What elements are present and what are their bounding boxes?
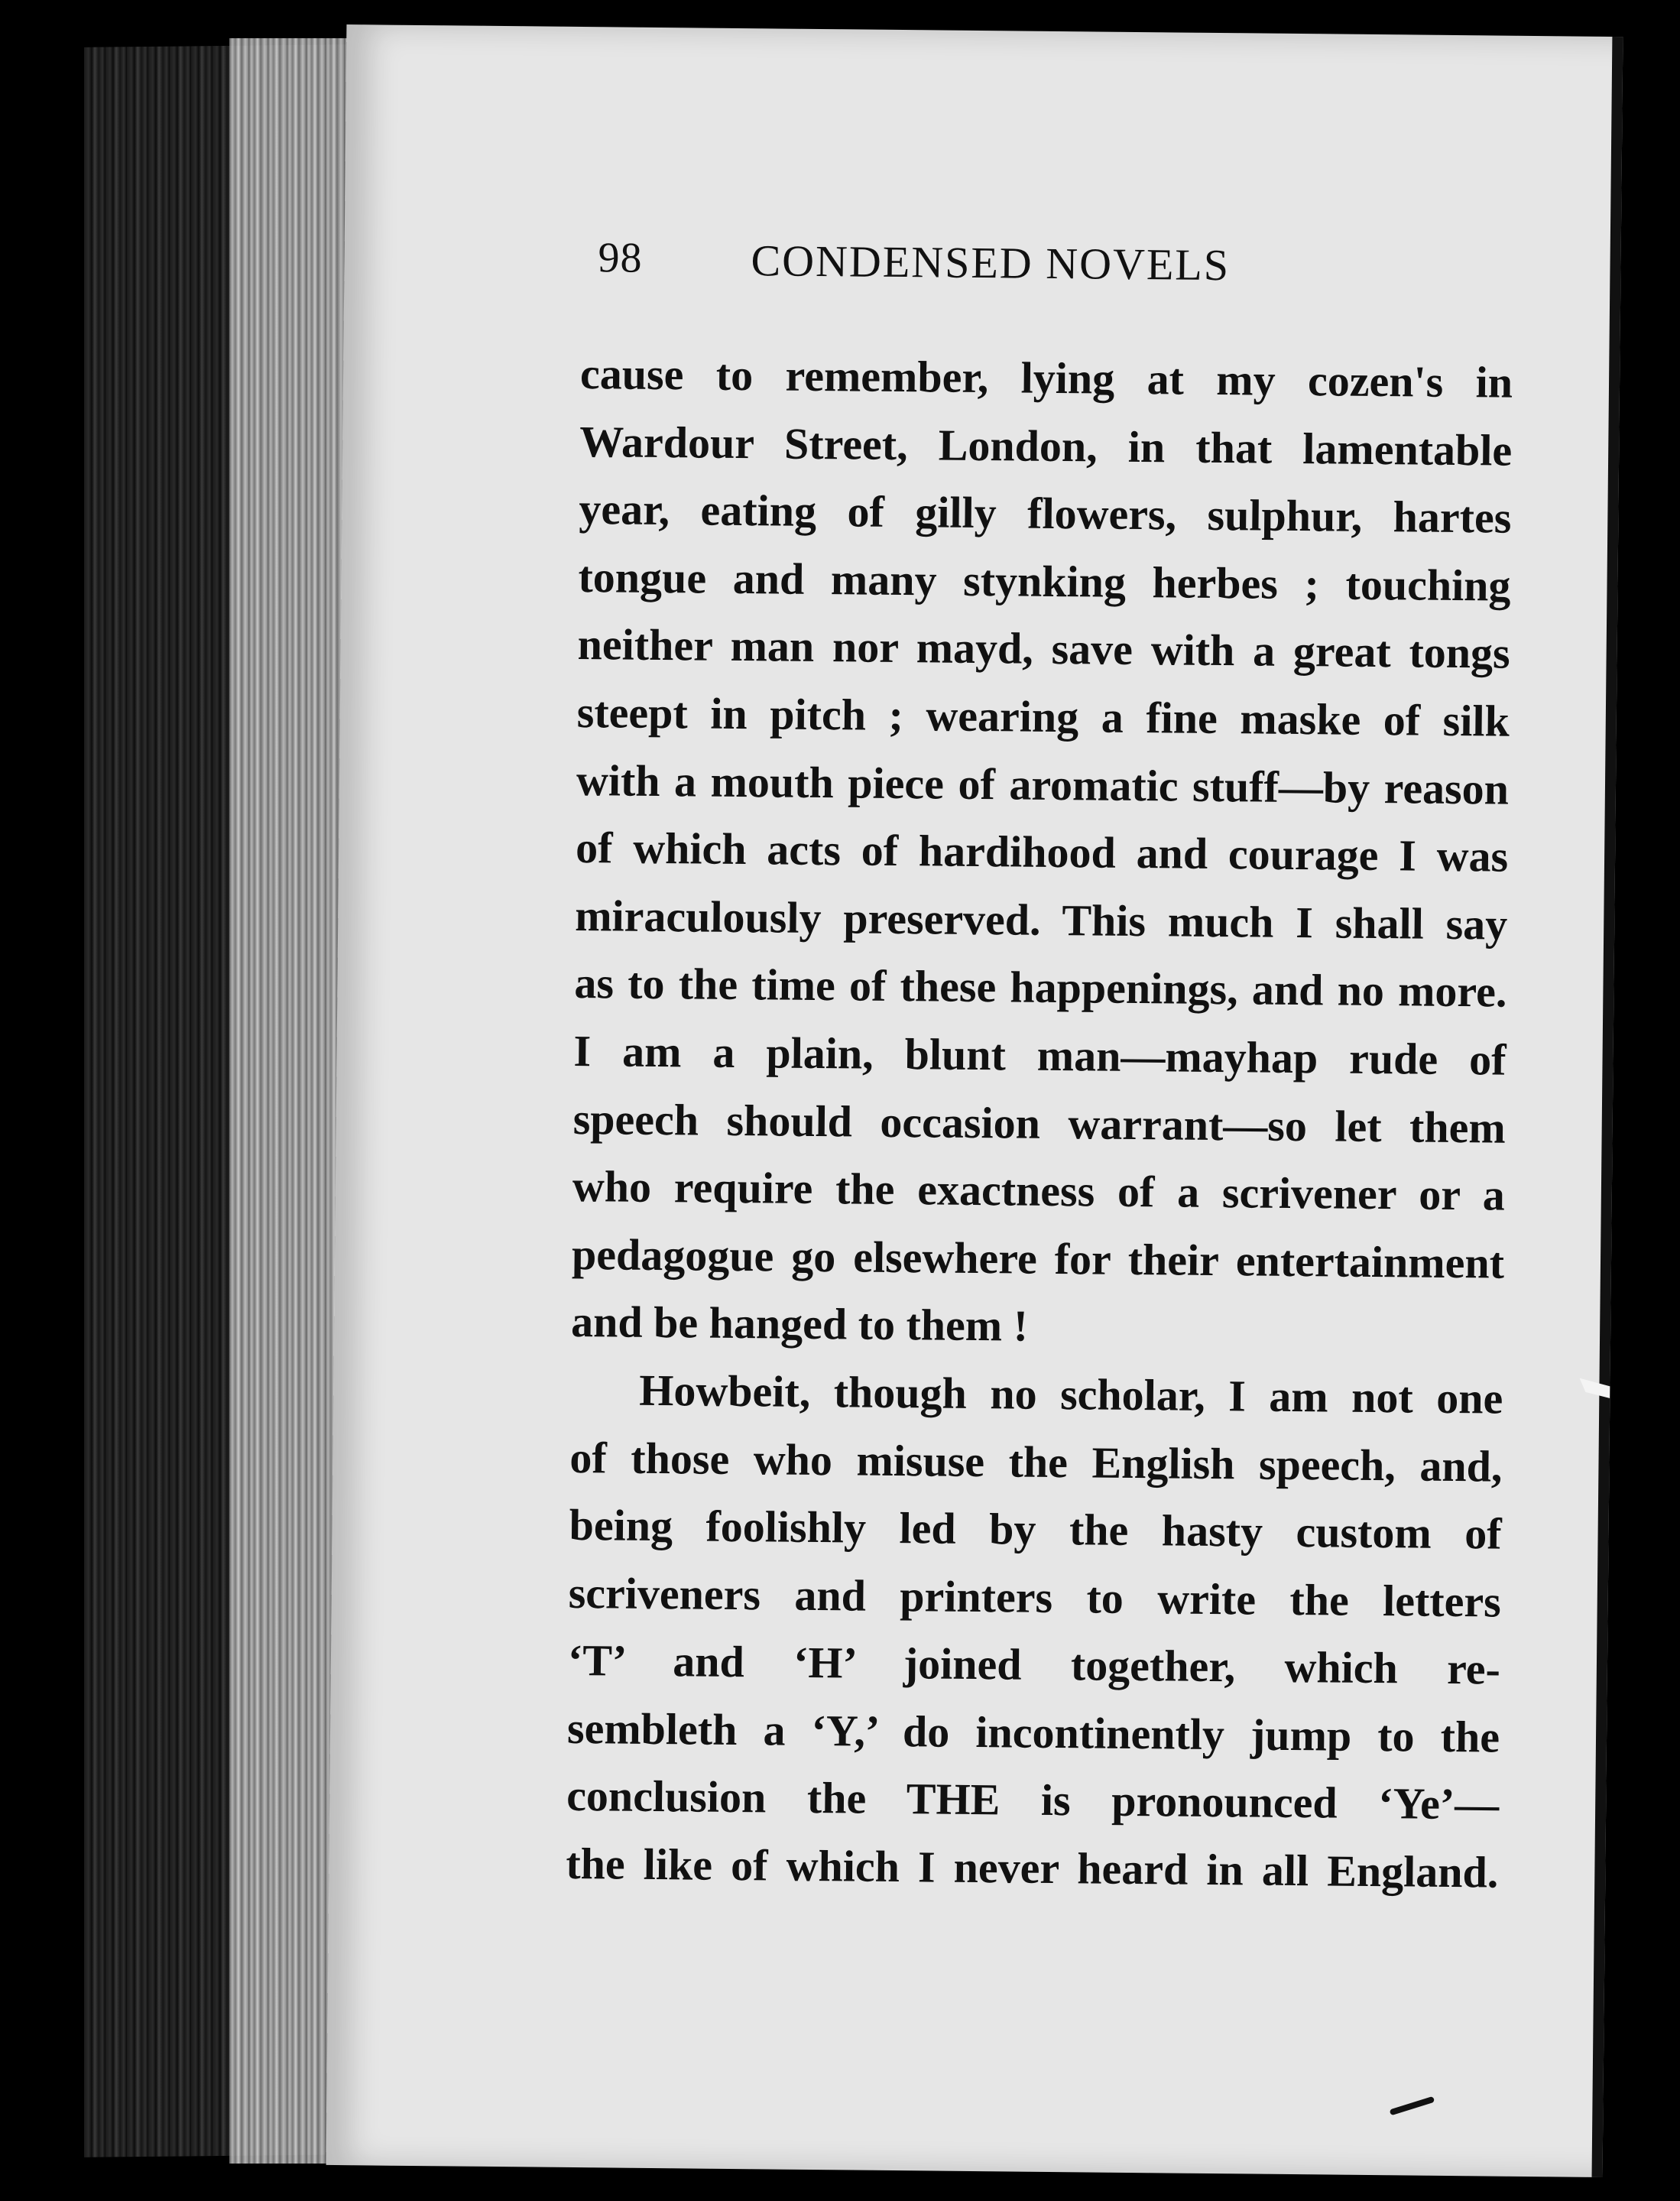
running-title: CONDENSED NOVELS (751, 235, 1231, 291)
paragraph-1 (571, 340, 1513, 1365)
text-line: who require the exactness of a scrivener or a (572, 1161, 1506, 1220)
text-line: the like of which I never heard in all England. (566, 1838, 1499, 1897)
page-number: 98 (598, 234, 643, 282)
text-line: ‘T’ and ‘H’ joined together, which re- (567, 1635, 1501, 1694)
page-right-shadow (1592, 37, 1623, 2177)
ink-smudge (1390, 2096, 1435, 2116)
body-text (566, 340, 1513, 1907)
text-line: I am a plain, blunt man—mayhap rude of (573, 1025, 1506, 1085)
text-line: tongue and many stynking herbes ; touching (578, 551, 1511, 611)
text-line: as to the time of these happenings, and no more. (574, 958, 1507, 1018)
text-line: of those who misuse the English speech, and, (569, 1432, 1503, 1492)
text-line: with a mouth piece of aromatic stuff—by reason (576, 755, 1510, 814)
text-line: steept in pitch ; wearing a fine maske of silk (576, 687, 1510, 746)
text-line: conclusion the THE is pronounced ‘Ye’— (566, 1771, 1500, 1830)
text-line: being foolishly led by the hasty custom of (569, 1500, 1502, 1559)
text-line: and be hanged to them ! (570, 1297, 1029, 1351)
paragraph-2 (566, 1356, 1503, 1907)
text-line: cause to remember, lying at my cozen's in (579, 349, 1513, 407)
text-line: year, eating of gilly flowers, sulphur, hartes (579, 484, 1512, 543)
page-header (598, 233, 1363, 310)
text-line: Wardour Street, London, in that lamentable (579, 416, 1513, 476)
text-line: neither man nor mayd, save with a great tongs (577, 619, 1510, 679)
text-line: pedagogue go elsewhere for their entertainment (571, 1229, 1505, 1288)
text-line: speech should occasion warrant—so let them (572, 1093, 1506, 1153)
text-line: miraculously preserved. This much I shall say (574, 890, 1508, 950)
text-line: scriveners and printers to write the letters (568, 1567, 1502, 1627)
text-line: sembleth a ‘Y,’ do incontinently jump to the (566, 1703, 1500, 1762)
text-line: Howbeit, though no scholar, I am not one (639, 1365, 1503, 1424)
book-page (326, 24, 1623, 2177)
text-line: of which acts of hardihood and courage I was (575, 823, 1509, 881)
